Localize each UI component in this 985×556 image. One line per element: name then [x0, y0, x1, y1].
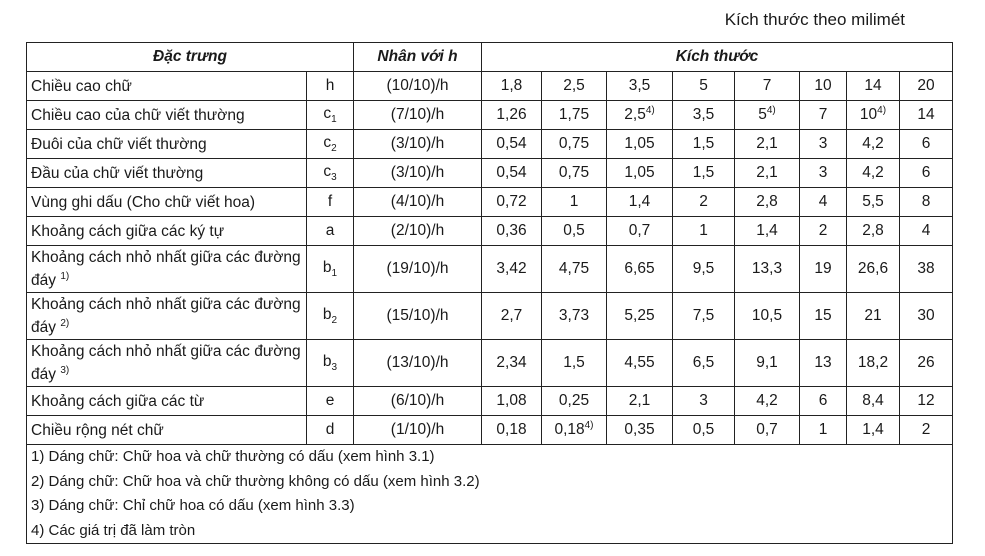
size-value-text: 2,7	[500, 307, 523, 324]
symbol-subscript: 2	[331, 143, 337, 155]
size-value	[607, 130, 673, 159]
size-value-text: 0,25	[558, 392, 590, 409]
size-value	[607, 387, 673, 416]
header-size: Kích thước	[482, 43, 953, 72]
size-value-text: 0,75	[558, 135, 590, 152]
feature-cell	[27, 416, 307, 445]
size-value-text: 1,26	[496, 106, 527, 123]
symbol: c	[323, 104, 332, 122]
size-value	[800, 159, 847, 188]
size-value	[847, 340, 900, 387]
size-value-text: 5,25	[624, 307, 655, 324]
size-value	[847, 246, 900, 293]
size-value	[900, 217, 953, 246]
size-value-text: 20	[917, 77, 935, 94]
size-value	[542, 340, 607, 387]
table-row	[27, 416, 953, 445]
multiplier-cell: (7/10)/h	[354, 101, 482, 130]
footnote-2: 2) Dáng chữ: Chữ hoa và chữ thường không có dấu (xem hình 3.2)	[31, 472, 480, 490]
footnote-mark: 4)	[877, 105, 887, 117]
size-value	[735, 101, 800, 130]
size-value	[607, 217, 673, 246]
size-value-text: 10	[859, 106, 878, 124]
multiplier-cell: (19/10)/h	[354, 246, 482, 293]
size-value	[607, 188, 673, 217]
table-row	[27, 217, 953, 246]
size-value	[482, 159, 542, 188]
size-value-text: 2,1	[756, 135, 778, 152]
symbol: f	[327, 193, 333, 210]
size-value	[900, 387, 953, 416]
size-value-text: 1	[699, 222, 708, 239]
size-value-text: 3,42	[496, 260, 527, 277]
symbol: d	[325, 421, 335, 438]
feature-label: Khoảng cách nhỏ nhất giữa các đường đáy	[31, 248, 301, 290]
size-value	[847, 101, 900, 130]
multiplier-cell: (3/10)/h	[354, 159, 482, 188]
size-value-text: 8,4	[862, 392, 884, 409]
size-value	[900, 416, 953, 445]
size-value-text: 5	[758, 106, 767, 124]
feature-label: Khoảng cách giữa các ký tự	[31, 222, 225, 240]
size-value-text: 3	[699, 392, 708, 409]
feature-cell	[27, 217, 307, 246]
multiplier-cell: (10/10)/h	[354, 72, 482, 101]
size-value-text: 3	[818, 164, 828, 181]
size-value	[482, 387, 542, 416]
header-feature: Đặc trưng	[27, 43, 354, 72]
size-value-text: 0,54	[496, 164, 527, 181]
size-value	[673, 387, 735, 416]
size-value	[607, 159, 673, 188]
size-value	[735, 188, 800, 217]
size-value	[847, 416, 900, 445]
feature-cell	[27, 293, 307, 340]
footnote-mark: 4)	[645, 105, 655, 117]
footnote-mark: 4)	[766, 105, 776, 117]
size-value-text: 6	[818, 392, 828, 409]
size-value-text: 1	[818, 421, 828, 438]
size-value	[735, 130, 800, 159]
size-value-text: 1,4	[628, 193, 651, 210]
size-value-text: 7,5	[692, 307, 715, 324]
size-value	[735, 246, 800, 293]
size-value	[542, 188, 607, 217]
table-row	[27, 130, 953, 159]
size-value	[673, 340, 735, 387]
size-value-text: 2,1	[628, 392, 651, 409]
symbol: b	[322, 352, 332, 370]
symbol-cell	[307, 387, 354, 416]
size-value-text: 10,5	[751, 307, 783, 324]
size-value	[542, 416, 607, 445]
size-value-text: 1,08	[496, 392, 527, 409]
size-value	[607, 416, 673, 445]
table-row	[27, 101, 953, 130]
size-value	[847, 293, 900, 340]
size-value	[542, 72, 607, 101]
size-value-text: 1,4	[862, 421, 884, 438]
size-value	[482, 72, 542, 101]
multiplier-cell: (1/10)/h	[354, 416, 482, 445]
size-value	[800, 217, 847, 246]
size-value-text: 3,73	[558, 307, 590, 324]
size-value-text: 0,7	[756, 421, 778, 438]
header-multiplier: Nhân với h	[354, 43, 482, 72]
size-value-text: 12	[917, 392, 935, 409]
size-value	[542, 217, 607, 246]
size-value	[673, 416, 735, 445]
size-value	[900, 130, 953, 159]
size-value-text: 1,75	[558, 106, 590, 123]
feature-cell	[27, 159, 307, 188]
feature-label: Đầu của chữ viết thường	[31, 164, 204, 182]
table-row	[27, 293, 953, 340]
table-body	[27, 72, 953, 445]
size-value	[482, 101, 542, 130]
size-value	[482, 188, 542, 217]
symbol: c	[323, 162, 332, 180]
footnotes	[27, 445, 953, 544]
size-value	[800, 246, 847, 293]
size-value	[847, 159, 900, 188]
size-value-text: 18,2	[857, 354, 889, 371]
size-value-text: 2,34	[496, 354, 527, 371]
size-value	[735, 293, 800, 340]
size-value-text: 6,5	[692, 354, 715, 371]
size-value-text: 2	[921, 421, 931, 438]
size-value	[482, 293, 542, 340]
feature-label: Chiều cao của chữ viết thường	[31, 106, 245, 124]
size-value-text: 3	[818, 135, 828, 152]
size-value	[607, 340, 673, 387]
size-value-text: 0,5	[692, 421, 715, 438]
size-value	[800, 293, 847, 340]
size-value	[847, 217, 900, 246]
size-value-text: 0,54	[496, 135, 527, 152]
table-row	[27, 387, 953, 416]
size-value	[673, 159, 735, 188]
size-value	[800, 101, 847, 130]
symbol-cell	[307, 101, 354, 130]
size-value-text: 1,8	[500, 77, 523, 94]
size-value	[673, 188, 735, 217]
size-value-text: 2,5	[624, 106, 646, 124]
size-value	[542, 293, 607, 340]
table-row	[27, 159, 953, 188]
footnote-row	[27, 445, 953, 544]
size-value-text: 4	[818, 193, 828, 210]
symbol: b	[322, 305, 332, 323]
symbol: b	[322, 258, 332, 276]
table-row	[27, 246, 953, 293]
symbol-cell	[307, 246, 354, 293]
footnote-mark: 1)	[60, 270, 70, 282]
footnote-mark: 2)	[60, 317, 70, 329]
symbol: e	[325, 392, 335, 409]
size-value-text: 14	[864, 77, 882, 94]
size-value-text: 2	[699, 193, 708, 210]
size-value	[800, 188, 847, 217]
size-value-text: 10	[814, 77, 832, 94]
multiplier-cell: (6/10)/h	[354, 387, 482, 416]
size-value	[607, 72, 673, 101]
size-value	[800, 130, 847, 159]
size-value-text: 4	[921, 222, 931, 239]
symbol-subscript: 3	[331, 172, 337, 184]
size-value-text: 0,72	[496, 193, 527, 210]
size-value	[847, 72, 900, 101]
header-row	[27, 43, 953, 72]
size-value	[735, 159, 800, 188]
size-value-text: 0,18	[554, 421, 585, 439]
size-value-text: 0,75	[558, 164, 590, 181]
symbol-cell	[307, 130, 354, 159]
size-value	[735, 340, 800, 387]
size-value-text: 1,4	[756, 222, 778, 239]
size-value	[542, 246, 607, 293]
multiplier-cell: (3/10)/h	[354, 130, 482, 159]
size-value	[673, 217, 735, 246]
size-value-text: 4,75	[558, 260, 590, 277]
multiplier-cell: (13/10)/h	[354, 340, 482, 387]
size-value-text: 13,3	[751, 260, 783, 277]
size-value	[847, 387, 900, 416]
size-value-text: 4,55	[624, 354, 655, 371]
footnote-mark: 3)	[60, 364, 70, 376]
size-value-text: 4,2	[862, 135, 884, 152]
symbol-subscript: 1	[331, 268, 338, 280]
size-value-text: 7	[762, 77, 772, 94]
size-value	[542, 387, 607, 416]
size-value-text: 1,5	[563, 354, 585, 371]
size-value-text: 21	[864, 307, 882, 324]
size-value	[482, 340, 542, 387]
size-value	[900, 293, 953, 340]
size-value	[847, 188, 900, 217]
symbol: c	[323, 133, 332, 151]
feature-cell	[27, 130, 307, 159]
size-value	[900, 101, 953, 130]
feature-label: Vùng ghi dấu (Cho chữ viết hoa)	[31, 193, 256, 211]
size-value-text: 8	[921, 193, 931, 210]
size-value	[800, 416, 847, 445]
feature-cell	[27, 387, 307, 416]
size-value	[900, 246, 953, 293]
footnote-3: 3) Dáng chữ: Chỉ chữ hoa có dấu (xem hình 3.3)	[31, 497, 355, 514]
size-value-text: 15	[814, 307, 832, 324]
feature-label: Đuôi của chữ viết thường	[31, 135, 207, 153]
size-value-text: 2,1	[756, 164, 778, 181]
symbol: a	[325, 222, 335, 239]
size-value	[735, 416, 800, 445]
size-value-text: 4,2	[756, 392, 778, 409]
size-value-text: 0,7	[628, 222, 651, 239]
size-value	[900, 159, 953, 188]
size-value-text: 14	[917, 106, 935, 123]
feature-label: Khoảng cách nhỏ nhất giữa các đường đáy	[31, 342, 301, 384]
table-row	[27, 72, 953, 101]
letter-size-table	[26, 42, 953, 544]
size-value-text: 5	[699, 77, 708, 94]
size-value	[673, 246, 735, 293]
footnote-1: 1) Dáng chữ: Chữ hoa và chữ thường có dấu (xem hình 3.1)	[31, 448, 435, 465]
footnote-mark: 4)	[584, 420, 594, 432]
symbol-cell	[307, 72, 354, 101]
size-value-text: 0,35	[624, 421, 655, 438]
size-value	[735, 387, 800, 416]
size-value	[542, 130, 607, 159]
feature-label: Chiều cao chữ	[31, 77, 132, 95]
feature-label: Chiều rộng nét chữ	[31, 421, 164, 439]
size-value	[542, 101, 607, 130]
multiplier-cell: (2/10)/h	[354, 217, 482, 246]
size-value-text: 26,6	[857, 260, 889, 277]
feature-cell	[27, 340, 307, 387]
size-value	[482, 246, 542, 293]
size-value	[673, 72, 735, 101]
size-value	[900, 72, 953, 101]
size-value-text: 6,65	[624, 260, 655, 277]
size-value-text: 9,5	[692, 260, 715, 277]
size-value-text: 1,5	[692, 164, 715, 181]
size-value-text: 3,5	[692, 106, 715, 123]
size-value	[607, 293, 673, 340]
size-value	[482, 416, 542, 445]
size-value	[735, 217, 800, 246]
size-value-text: 2,8	[756, 193, 778, 210]
size-value-text: 1,5	[692, 135, 715, 152]
feature-cell	[27, 72, 307, 101]
symbol-cell	[307, 217, 354, 246]
multiplier-cell: (4/10)/h	[354, 188, 482, 217]
size-value-text: 38	[917, 260, 935, 277]
size-value	[482, 217, 542, 246]
symbol-cell	[307, 188, 354, 217]
symbol: h	[325, 77, 335, 94]
symbol-cell	[307, 293, 354, 340]
size-value	[607, 101, 673, 130]
size-value-text: 2	[818, 222, 828, 239]
size-value	[800, 387, 847, 416]
size-value-text: 1,05	[624, 135, 655, 152]
unit-note: Kích thước theo milimét	[724, 10, 905, 29]
size-value-text: 1	[569, 193, 579, 210]
symbol-cell	[307, 416, 354, 445]
feature-cell	[27, 188, 307, 217]
size-value-text: 3,5	[628, 77, 651, 94]
size-value-text: 0,5	[563, 222, 585, 239]
size-value-text: 0,18	[496, 421, 527, 438]
size-value-text: 6	[921, 164, 931, 181]
size-value	[482, 130, 542, 159]
size-value-text: 26	[917, 354, 935, 371]
size-value-text: 2,8	[862, 222, 884, 239]
size-value-text: 9,1	[756, 354, 778, 371]
size-value-text: 6	[921, 135, 931, 152]
size-value	[673, 130, 735, 159]
size-value	[607, 246, 673, 293]
size-value-text: 0,36	[496, 222, 527, 239]
symbol-subscript: 3	[331, 362, 338, 374]
feature-label: Khoảng cách giữa các từ	[31, 392, 205, 410]
size-value-text: 7	[818, 106, 828, 123]
size-value	[800, 340, 847, 387]
size-value-text: 19	[814, 260, 832, 277]
size-value	[735, 72, 800, 101]
table-row	[27, 340, 953, 387]
size-value	[673, 101, 735, 130]
feature-cell	[27, 246, 307, 293]
symbol-subscript: 1	[331, 114, 337, 126]
size-value	[800, 72, 847, 101]
size-value	[900, 340, 953, 387]
feature-label: Khoảng cách nhỏ nhất giữa các đường đáy	[31, 295, 301, 337]
size-value	[673, 293, 735, 340]
size-value	[847, 130, 900, 159]
footnote-4: 4) Các giá trị đã làm tròn	[31, 521, 196, 539]
table-row	[27, 188, 953, 217]
symbol-subscript: 2	[331, 315, 338, 327]
size-value-text: 1,05	[624, 164, 655, 181]
symbol-cell	[307, 340, 354, 387]
size-value-text: 4,2	[862, 164, 884, 181]
feature-cell	[27, 101, 307, 130]
multiplier-cell: (15/10)/h	[354, 293, 482, 340]
size-value-text: 2,5	[563, 77, 585, 94]
symbol-cell	[307, 159, 354, 188]
size-value-text: 13	[814, 354, 832, 371]
size-value	[542, 159, 607, 188]
size-value-text: 5,5	[862, 193, 884, 210]
size-value-text: 30	[917, 307, 935, 324]
size-value	[900, 188, 953, 217]
